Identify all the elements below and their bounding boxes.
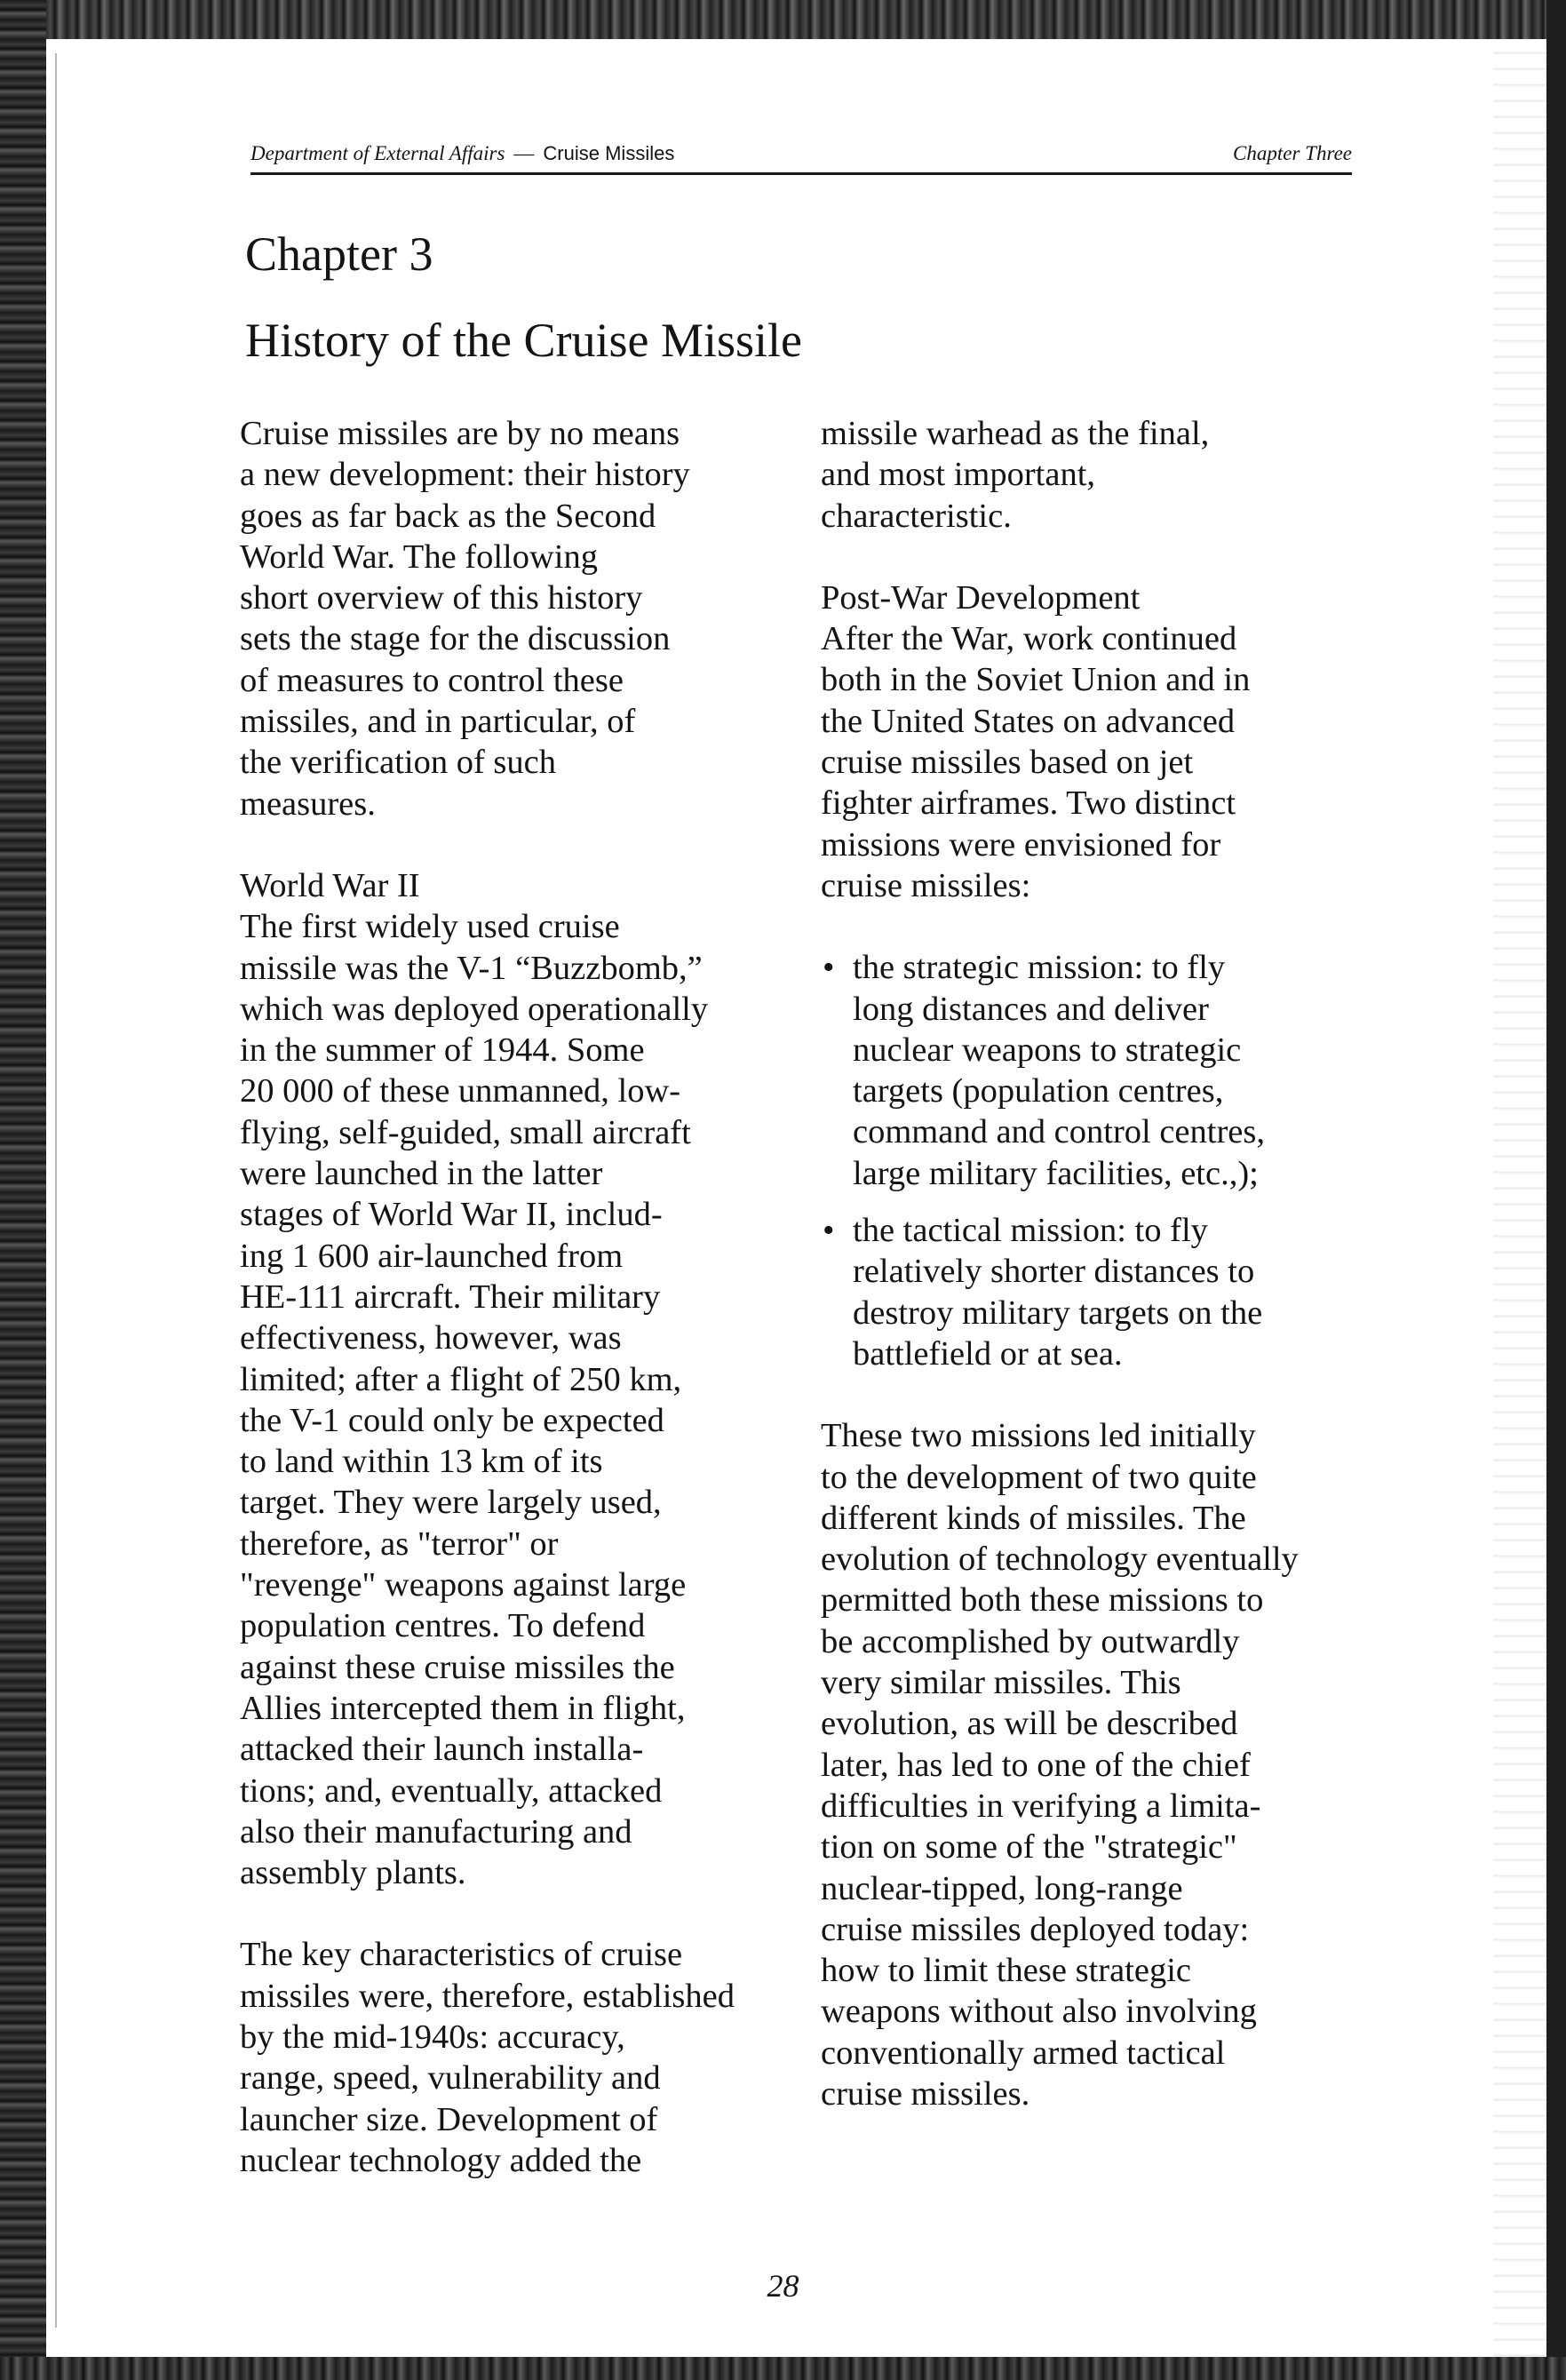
text-line: large military facilities, etc.,); bbox=[853, 1154, 1259, 1192]
bullet-strategic-mission bbox=[821, 947, 1389, 1194]
text-line: tion on some of the "strategic" bbox=[821, 1828, 1237, 1867]
bullet-icon: • bbox=[823, 949, 835, 987]
text-line: missiles were, therefore, established bbox=[240, 1977, 735, 2015]
text-line: cruise missiles: bbox=[821, 866, 1031, 904]
scan-speckle-right bbox=[1493, 39, 1546, 2357]
text-line: destroy military targets on the bbox=[853, 1293, 1263, 1332]
text-line: missiles, and in particular, of bbox=[240, 703, 636, 741]
bullet-tactical-mission bbox=[821, 1210, 1389, 1374]
text-line: range, speed, vulnerability and bbox=[240, 2059, 661, 2097]
text-line: cruise missiles. bbox=[821, 2074, 1030, 2113]
intro-paragraph bbox=[240, 413, 791, 824]
text-line: against these cruise missiles the bbox=[240, 1648, 675, 1686]
text-line: different kinds of missiles. The bbox=[821, 1499, 1246, 1537]
text-line: World War. The following bbox=[240, 537, 598, 576]
chapter-label: Chapter Three bbox=[1233, 142, 1352, 164]
text-line: After the War, work continued bbox=[821, 620, 1237, 658]
department-name: Department of External Affairs bbox=[250, 142, 505, 164]
text-line: tions; and, eventually, attacked bbox=[240, 1771, 663, 1810]
text-line: population centres. To defend bbox=[240, 1607, 646, 1645]
text-line: missions were envisioned for bbox=[821, 825, 1221, 864]
running-header bbox=[250, 142, 1352, 175]
section-heading-ww2: World War II bbox=[240, 866, 420, 904]
page-number: 28 bbox=[767, 2268, 799, 2304]
text-line: targets (population centres, bbox=[853, 1072, 1224, 1110]
text-line: measures. bbox=[240, 784, 376, 823]
text-line: the verification of such bbox=[240, 744, 556, 782]
scan-border-right bbox=[1546, 0, 1566, 2380]
text-line: very similar missiles. This bbox=[821, 1664, 1181, 1702]
text-line: nuclear weapons to strategic bbox=[853, 1031, 1242, 1069]
header-separator: — bbox=[513, 142, 535, 164]
text-line: evolution of technology eventually bbox=[821, 1540, 1299, 1579]
text-line: attacked their launch installa- bbox=[240, 1731, 644, 1769]
text-line: the V-1 could only be expected bbox=[240, 1401, 664, 1439]
text-line: therefore, as "terror" or bbox=[240, 1524, 559, 1563]
text-line: cruise missiles deployed today: bbox=[821, 1910, 1250, 1948]
text-line: the United States on advanced bbox=[821, 702, 1236, 740]
bullet-icon: • bbox=[823, 1212, 835, 1250]
text-line: difficulties in verifying a limita- bbox=[821, 1787, 1261, 1825]
continued-paragraph bbox=[821, 413, 1389, 537]
text-line: ing 1 600 air-launched from bbox=[240, 1237, 624, 1275]
text-line: permitted both these missions to bbox=[821, 1581, 1264, 1620]
text-line: fighter airframes. Two distinct bbox=[821, 784, 1236, 823]
key-characteristics-paragraph bbox=[240, 1934, 791, 2181]
text-line: and most important, bbox=[821, 456, 1096, 494]
scan-border-top bbox=[0, 0, 1566, 39]
text-line: by the mid-1940s: accuracy, bbox=[240, 2018, 625, 2056]
text-line: These two missions led initially bbox=[821, 1417, 1256, 1455]
text-line: conventionally armed tactical bbox=[821, 2034, 1226, 2072]
text-line: the tactical mission: to fly bbox=[853, 1212, 1208, 1250]
text-line: cruise missiles based on jet bbox=[821, 744, 1194, 782]
text-line: short overview of this history bbox=[240, 579, 643, 617]
text-line: sets the stage for the discussion bbox=[240, 620, 671, 658]
text-line: of measures to control these bbox=[240, 661, 624, 699]
text-line: long distances and deliver bbox=[853, 990, 1209, 1028]
text-line: were launched in the latter bbox=[240, 1155, 603, 1193]
section-heading-postwar: Post-War Development bbox=[821, 578, 1141, 617]
text-line: to land within 13 km of its bbox=[240, 1443, 603, 1481]
postwar-paragraph bbox=[821, 618, 1389, 906]
text-line: nuclear technology added the bbox=[240, 2141, 642, 2179]
text-line: HE-111 aircraft. Their military bbox=[240, 1278, 661, 1316]
report-title: Cruise Missiles bbox=[543, 142, 675, 164]
text-line: to the development of two quite bbox=[821, 1458, 1257, 1496]
text-line: also their manufacturing and bbox=[240, 1812, 632, 1851]
text-line: evolution, as will be described bbox=[821, 1705, 1238, 1743]
text-line: 20 000 of these unmanned, low- bbox=[240, 1072, 681, 1110]
text-line: characteristic. bbox=[821, 497, 1012, 535]
closing-paragraph bbox=[821, 1415, 1389, 2114]
chapter-number: Chapter 3 bbox=[245, 227, 433, 281]
text-line: nuclear-tipped, long-range bbox=[821, 1869, 1183, 1907]
text-line: limited; after a flight of 250 km, bbox=[240, 1360, 682, 1398]
running-header-left bbox=[250, 142, 674, 165]
text-line: later, has led to one of the chief bbox=[821, 1746, 1251, 1784]
text-line: a new development: their history bbox=[240, 456, 690, 494]
text-line: goes as far back as the Second bbox=[240, 497, 656, 535]
text-line: missile warhead as the final, bbox=[821, 415, 1210, 452]
text-line: target. They were largely used, bbox=[240, 1484, 662, 1522]
chapter-title: History of the Cruise Missile bbox=[245, 314, 802, 367]
scan-border-bottom bbox=[0, 2357, 1566, 2380]
text-line: The key characteristics of cruise bbox=[240, 1936, 683, 1974]
text-line: which was deployed operationally bbox=[240, 990, 709, 1028]
text-line: stages of World War II, includ- bbox=[240, 1196, 663, 1234]
text-line: launcher size. Development of bbox=[240, 2100, 658, 2138]
text-line: Allies intercepted them in flight, bbox=[240, 1689, 686, 1727]
text-line: command and control centres, bbox=[853, 1113, 1265, 1151]
scan-border-left bbox=[0, 0, 46, 2380]
ww2-paragraph bbox=[240, 906, 791, 1893]
text-line: Cruise missiles are by no means bbox=[240, 415, 680, 452]
text-line: relatively shorter distances to bbox=[853, 1253, 1255, 1291]
text-line: weapons without also involving bbox=[821, 1993, 1257, 2031]
right-column bbox=[821, 413, 1389, 2155]
text-line: be accomplished by outwardly bbox=[821, 1622, 1240, 1660]
text-line: both in the Soviet Union and in bbox=[821, 661, 1251, 699]
text-line: The first widely used cruise bbox=[240, 908, 620, 946]
text-line: "revenge" weapons against large bbox=[240, 1566, 687, 1604]
missions-bullet-list bbox=[821, 947, 1389, 1374]
text-line: how to limit these strategic bbox=[821, 1952, 1191, 1990]
text-line: missile was the V-1 “Buzzbomb,” bbox=[240, 949, 703, 987]
left-column bbox=[240, 413, 791, 2222]
text-line: battlefield or at sea. bbox=[853, 1334, 1123, 1373]
text-line: in the summer of 1944. Some bbox=[240, 1031, 645, 1070]
text-line: flying, self-guided, small aircraft bbox=[240, 1113, 691, 1151]
text-line: the strategic mission: to fly bbox=[853, 949, 1226, 987]
text-line: assembly plants. bbox=[240, 1854, 466, 1892]
binding-margin-line bbox=[55, 53, 57, 2328]
text-line: effectiveness, however, was bbox=[240, 1319, 622, 1357]
